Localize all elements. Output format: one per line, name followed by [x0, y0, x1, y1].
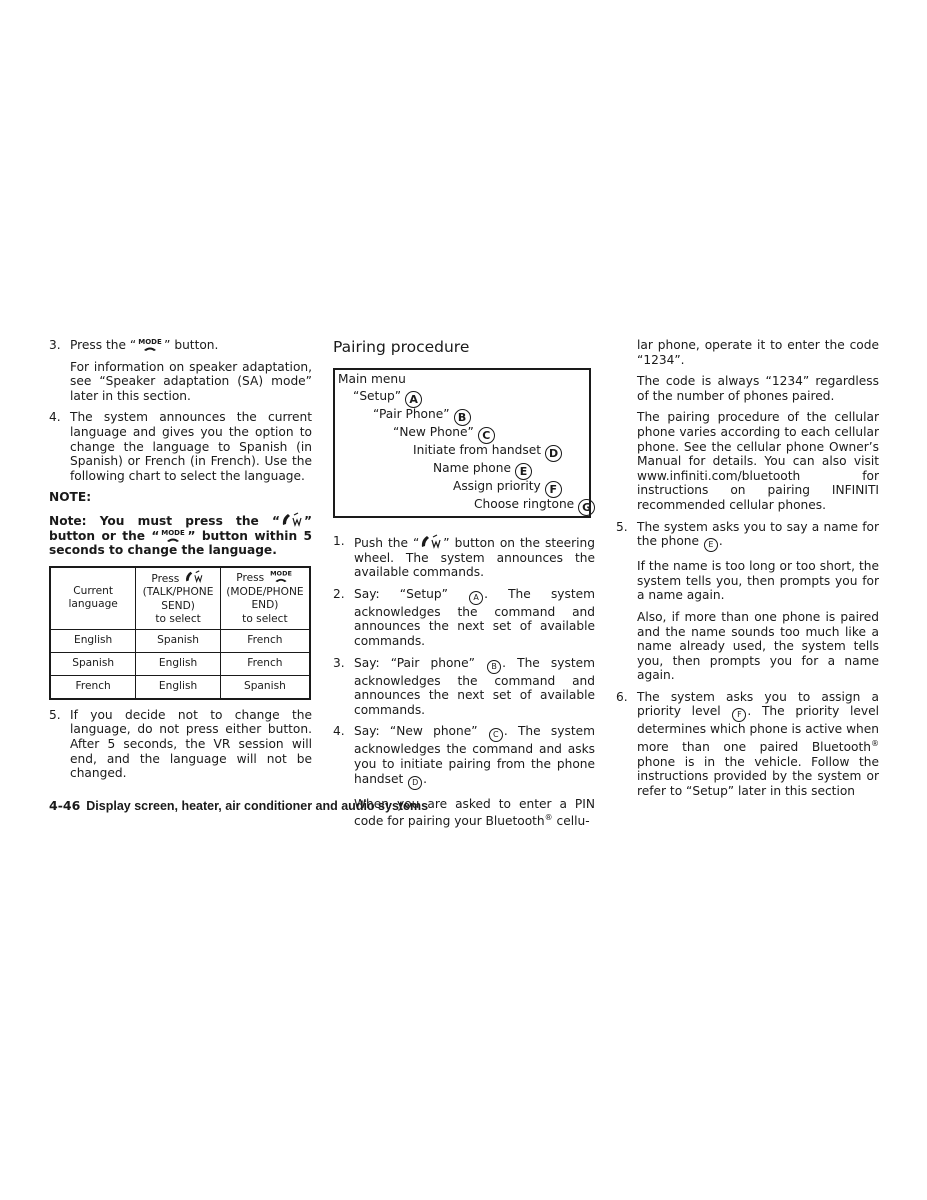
talk-phone-send-icon — [280, 512, 304, 528]
step-text-end: . — [423, 771, 428, 786]
language-selection-table — [49, 566, 311, 700]
table-cell: English — [136, 675, 221, 699]
marker-c: C — [478, 427, 495, 444]
table-row — [50, 675, 310, 699]
marker-f: F — [732, 708, 746, 722]
pair-step-2 — [333, 587, 595, 649]
middle-column — [333, 338, 595, 836]
note-text — [49, 512, 312, 558]
button-label: (MODE/PHONE END) — [226, 585, 304, 612]
select-label: to select — [155, 613, 201, 626]
page-number: 4-46 — [49, 798, 81, 813]
speaker-adaptation-note: For information on speaker adaptation, see “Speaker adaptation (SA) mode” later in this section. — [70, 359, 312, 403]
table-header-row — [50, 567, 310, 630]
pair-step-5 — [616, 520, 879, 553]
step-text: Say: “Pair phone” — [354, 655, 475, 670]
step-text: Push the “ — [354, 536, 420, 550]
step-number: 6. — [616, 689, 628, 704]
menu-label: Assign priority — [453, 479, 541, 493]
chapter-title: Display screen, heater, air conditioner and audio systems — [86, 799, 429, 813]
marker-e: E — [515, 463, 532, 480]
note-part-a: Note: You must press the “ — [49, 513, 280, 528]
name-length-note: If the name is too long or too short, the system tells you, then prompts you for a name again. — [637, 559, 879, 603]
step-text-end: ” button. — [164, 338, 219, 352]
marker-d: D — [408, 776, 422, 790]
registered-mark: ® — [544, 813, 553, 823]
table-cell: English — [50, 629, 136, 652]
button-label: (TALK/PHONE SEND) — [142, 586, 214, 612]
menu-label: Choose ringtone — [474, 497, 575, 511]
step-text: Say: “Setup” — [354, 586, 448, 601]
menu-choose-ringtone — [474, 497, 596, 516]
pin-code-continuation: lar phone, operate it to enter the code “1234”. — [637, 338, 879, 367]
table-cell: Spanish — [220, 675, 310, 699]
header-talk-phone-send — [136, 567, 221, 630]
step-number: 5. — [616, 519, 628, 534]
step-text-end: ” button on the steering wheel. The system announces the available commands. — [354, 536, 595, 580]
menu-label: Name phone — [433, 461, 511, 475]
select-label: to select — [242, 612, 288, 625]
step-number: 3. — [333, 655, 345, 670]
menu-label: Initiate from handset — [413, 443, 542, 457]
step-text: The system announces the current language and gives you the option to change the language to Spanish (in Spanish) or French (in French). Use the following chart to select the language. — [70, 410, 312, 483]
step-text: Say: “New phone” — [354, 724, 478, 739]
step-5-no-change — [49, 708, 312, 781]
step-text: The system asks you to assign a priority level — [637, 689, 879, 719]
note-heading: NOTE: — [49, 490, 92, 505]
marker-f: F — [545, 481, 562, 498]
registered-mark: ® — [871, 739, 879, 749]
menu-label: “Pair Phone” — [373, 407, 450, 421]
menu-pair-phone — [373, 407, 472, 426]
page-footer — [49, 798, 428, 813]
step-text-end: phone is in the vehicle. Follow the instructions provided by the system or refer to “Setup” later in this section — [637, 754, 879, 798]
mode-icon-label: MODE — [138, 338, 162, 346]
table-cell: English — [136, 652, 221, 675]
step-number: 3. — [49, 338, 61, 352]
marker-a: A — [405, 391, 422, 408]
press-label: Press — [151, 572, 180, 585]
step-text-end: . — [718, 534, 723, 549]
menu-new-phone — [393, 425, 496, 444]
marker-d: D — [545, 445, 562, 462]
section-heading: Pairing procedure — [333, 338, 470, 356]
step-text: Press the “ — [70, 338, 137, 352]
mode-icon-label: MODE — [269, 570, 292, 578]
marker-b: B — [454, 409, 471, 426]
step-text: If you decide not to change the language, do not press either button. After 5 seconds, the VR session will end, and the language will not be changed. — [70, 707, 312, 781]
menu-assign-priority — [453, 479, 563, 498]
para-text: When you are asked to enter a PIN code for pairing your Bluetooth — [354, 796, 595, 829]
menu-name-phone — [433, 461, 533, 480]
step-number: 1. — [333, 534, 345, 548]
mode-phone-end-icon — [136, 338, 164, 352]
talk-phone-send-icon — [183, 570, 205, 584]
marker-g: G — [578, 499, 595, 516]
table-row — [50, 652, 310, 675]
step-number: 5. — [49, 707, 61, 722]
pair-step-4 — [333, 724, 595, 789]
menu-initiate-handset — [413, 443, 563, 462]
menu-main: Main menu — [338, 372, 406, 386]
step-text-end: . The system acknowledges the command and announces the next set of available commands. — [354, 586, 595, 648]
para-text-end: cellu- — [552, 814, 590, 829]
header-current-language: Current language — [50, 567, 136, 630]
talk-phone-send-icon — [419, 534, 443, 550]
mode-phone-end-icon — [268, 570, 294, 583]
table-cell: Spanish — [136, 629, 221, 652]
table-cell: French — [50, 675, 136, 699]
menu-label: “Setup” — [353, 389, 402, 403]
table-row — [50, 629, 310, 652]
step-text-mid: . The priority level determines which phone is active when more than one paired Bluetooth — [637, 704, 880, 755]
code-note: The code is always “1234” regardless of the number of phones paired. — [637, 374, 879, 403]
step-text: The system asks you to say a name for the phone — [637, 519, 879, 549]
step-3-press-mode — [49, 338, 312, 353]
step-4-language — [49, 410, 312, 483]
marker-a: A — [469, 591, 483, 605]
header-mode-phone-end — [220, 567, 310, 630]
table-cell: French — [220, 629, 310, 652]
pair-step-3 — [333, 656, 595, 718]
marker-c: C — [489, 728, 503, 742]
menu-setup — [353, 389, 423, 408]
mode-icon-label: MODE — [161, 528, 186, 537]
step-text-end: . The system acknowledges the command and announces the next set of available commands. — [354, 655, 595, 717]
step-number: 4. — [49, 410, 61, 425]
table-cell: Spanish — [50, 652, 136, 675]
right-column — [616, 338, 879, 806]
step-text-mid: . The system acknowledges the command and asks you to initiate pairing from the phone handset — [354, 724, 595, 786]
note-part-c: ” button within 5 seconds to change the language. — [49, 528, 312, 558]
pair-step-6 — [616, 690, 879, 799]
pair-step-1 — [333, 534, 595, 580]
marker-e: E — [704, 538, 718, 552]
name-similar-note: Also, if more than one phone is paired and the name sounds too much like a name already used, the system tells you, then prompts you for a name again. — [637, 609, 879, 683]
marker-b: B — [487, 660, 501, 674]
note-part-b: ” button or the “ — [49, 513, 312, 543]
mode-phone-end-icon — [159, 529, 187, 543]
pairing-menu-diagram — [333, 368, 591, 518]
left-column — [49, 338, 312, 788]
menu-label: “New Phone” — [393, 425, 474, 439]
pairing-varies-note: The pairing procedure of the cellular phone varies according to each cellular phone. See the cellular phone Owner’s Manual for details. You can also visit www.infiniti.com/bluetooth for instructions on pairing INFINITI recommended cellular phones. — [637, 410, 879, 512]
step-number: 2. — [333, 586, 345, 601]
step-number: 4. — [333, 724, 345, 739]
table-cell: French — [220, 652, 310, 675]
press-label: Press — [236, 572, 265, 585]
